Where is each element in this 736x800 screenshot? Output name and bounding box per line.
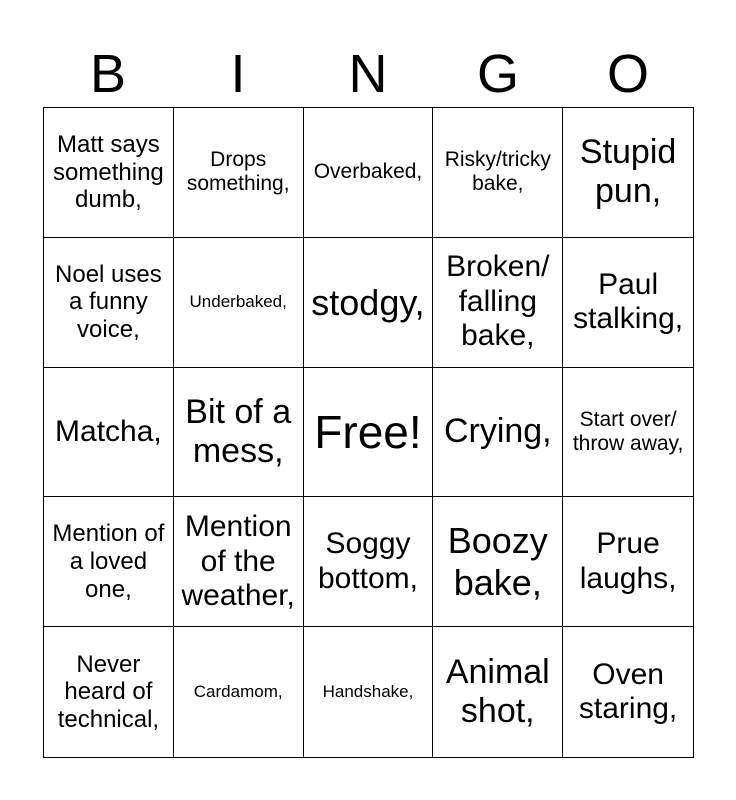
bingo-cell[interactable]: Prue laughs, [563, 497, 693, 627]
bingo-cell[interactable]: Boozy bake, [433, 497, 563, 627]
bingo-cell[interactable]: Soggy bottom, [304, 497, 434, 627]
bingo-cell[interactable]: Mention of a loved one, [44, 497, 174, 627]
bingo-cell[interactable]: Animal shot, [433, 627, 563, 757]
bingo-cell[interactable]: Never heard of technical, [44, 627, 174, 757]
bingo-cell[interactable]: Matt says something dumb, [44, 108, 174, 238]
bingo-cell[interactable]: Underbaked, [174, 238, 304, 368]
bingo-grid [43, 107, 694, 758]
bingo-header [43, 40, 693, 108]
bingo-cell[interactable]: Drops something, [174, 108, 304, 238]
bingo-cell[interactable]: Overbaked, [304, 108, 434, 238]
header-letter-b: B [89, 44, 127, 104]
bingo-cell[interactable]: Noel uses a funny voice, [44, 238, 174, 368]
bingo-cell[interactable]: Broken/ falling bake, [433, 238, 563, 368]
bingo-cell[interactable]: stodgy, [304, 238, 434, 368]
bingo-cell[interactable]: Start over/ throw away, [563, 368, 693, 498]
free-space[interactable]: Free! [304, 368, 434, 498]
bingo-cell[interactable]: Cardamom, [174, 627, 304, 757]
header-letter-n: N [348, 44, 388, 104]
bingo-cell[interactable]: Risky/tricky bake, [433, 108, 563, 238]
bingo-cell[interactable]: Crying, [433, 368, 563, 498]
bingo-cell[interactable]: Oven staring, [578, 657, 678, 726]
header-letter-g: G [476, 44, 519, 104]
bingo-cell[interactable]: Bit of a mess, [174, 368, 304, 498]
bingo-cell[interactable]: Handshake, [304, 627, 434, 757]
header-letter-i: I [230, 44, 246, 104]
header-letter-o: O [606, 44, 649, 104]
bingo-cell[interactable]: Matcha, [44, 368, 174, 498]
bingo-cell[interactable]: Mention of the weather, [174, 497, 304, 627]
bingo-cell[interactable]: Paul stalking, [563, 238, 693, 368]
bingo-cell[interactable]: Stupid pun, [563, 108, 693, 238]
